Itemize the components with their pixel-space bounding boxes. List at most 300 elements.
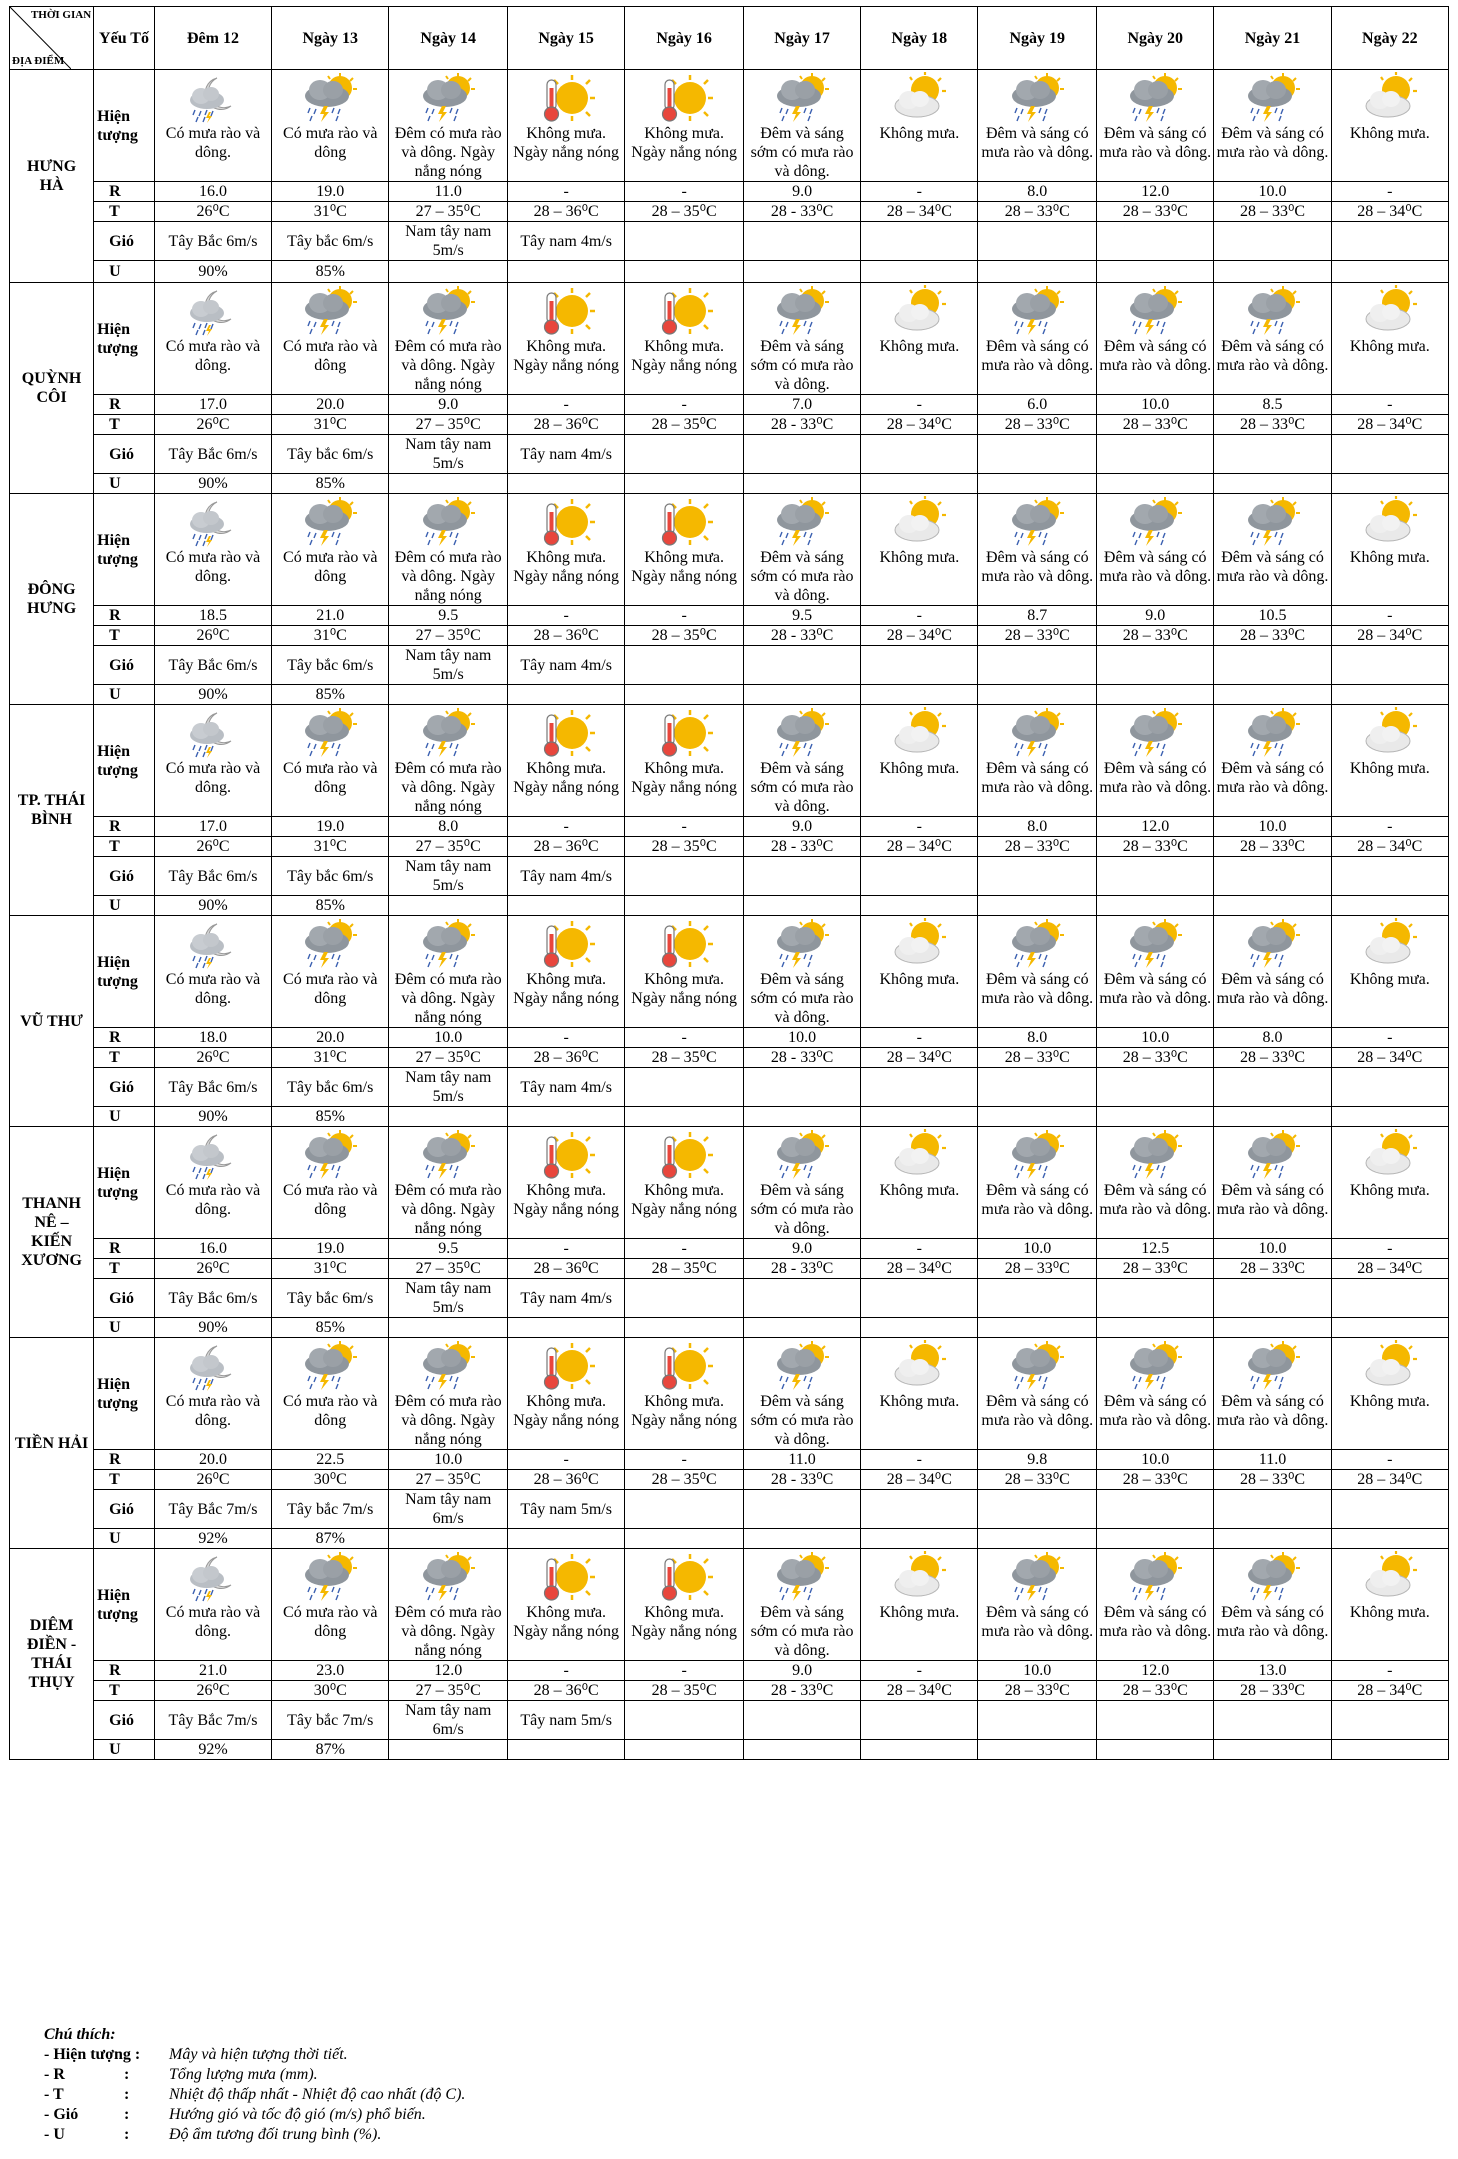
wind-row	[10, 857, 1449, 896]
wind-cell	[978, 222, 1097, 261]
weather-cell	[978, 1338, 1097, 1450]
wind-cell: Nam tây nam 6m/s	[389, 1701, 508, 1740]
temperature-cell: 28 – 34⁰C	[1331, 1048, 1448, 1068]
wind-cell	[978, 1279, 1097, 1318]
weather-cell	[1331, 494, 1448, 606]
humidity-cell	[1331, 474, 1448, 494]
rain-total-cell: 10.0	[743, 1028, 860, 1048]
element-label-r: R	[94, 1239, 155, 1259]
legend-sep: :	[124, 2086, 130, 2103]
humidity-cell	[389, 474, 508, 494]
humidity-cell	[389, 1107, 508, 1127]
weather-cell	[861, 494, 978, 606]
thunderstorm-sun-icon	[772, 918, 832, 970]
thunderstorm-sun-icon	[1243, 1129, 1303, 1181]
humidity-cell	[1331, 1529, 1448, 1549]
weather-description: Đêm và sáng có mưa rào và dông.	[981, 1393, 1094, 1429]
weather-description: Không mưa. Ngày nắng nóng	[513, 549, 620, 585]
element-label-u: U	[94, 685, 155, 705]
hot-sun-thermometer-icon	[654, 1340, 714, 1392]
thunderstorm-sun-icon	[1007, 285, 1067, 337]
rain-total-cell: -	[508, 1028, 625, 1048]
humidity-cell	[1214, 896, 1331, 916]
wind-cell	[1331, 435, 1448, 474]
sun-cloud-icon	[889, 496, 949, 548]
night-rain-icon	[183, 1129, 243, 1181]
rain-total-cell: 9.5	[389, 1239, 508, 1259]
thunderstorm-sun-icon	[300, 72, 360, 124]
humidity-cell	[978, 261, 1097, 283]
humidity-cell	[508, 896, 625, 916]
humidity-cell	[978, 685, 1097, 705]
wind-cell	[743, 1279, 860, 1318]
temperature-cell: 31⁰C	[272, 837, 389, 857]
rain-total-cell: -	[508, 395, 625, 415]
wind-cell	[861, 646, 978, 685]
weather-description: Có mưa rào và dông.	[165, 549, 261, 585]
temperature-cell: 28 – 36⁰C	[508, 1681, 625, 1701]
rain-total-cell: -	[508, 1450, 625, 1470]
wind-cell: Tây bắc 6m/s	[272, 1279, 389, 1318]
temperature-cell: 28 – 34⁰C	[1331, 1470, 1448, 1490]
humidity-row	[10, 1740, 1449, 1760]
humidity-cell	[861, 1740, 978, 1760]
humidity-cell	[861, 896, 978, 916]
legend-item	[44, 2045, 465, 2065]
sun-cloud-icon	[1360, 918, 1420, 970]
weather-cell	[978, 70, 1097, 182]
location-name: DIÊM ĐIỀN - THÁI THỤY	[10, 1549, 94, 1760]
humidity-cell	[1214, 474, 1331, 494]
element-label-hien-tuong: Hiện tượng	[94, 283, 155, 395]
wind-cell: Tây bắc 7m/s	[272, 1701, 389, 1740]
weather-cell	[1331, 1127, 1448, 1239]
weather-cell	[625, 1338, 744, 1450]
weather-cell	[154, 1549, 271, 1661]
rain-total-cell: 12.0	[389, 1661, 508, 1681]
temperature-cell: 28 – 33⁰C	[1097, 1681, 1214, 1701]
weather-row	[10, 494, 1449, 606]
weather-description: Đêm và sáng sớm có mưa rào và dông.	[750, 760, 854, 815]
humidity-cell	[861, 1318, 978, 1338]
weather-description: Không mưa.	[879, 971, 960, 988]
humidity-cell	[978, 1107, 1097, 1127]
weather-cell	[1214, 1127, 1331, 1239]
temperature-cell: 28 – 33⁰C	[1214, 202, 1331, 222]
weather-description: Đêm có mưa rào và dông. Ngày nắng nóng	[394, 1393, 502, 1448]
rain-total-cell: 10.0	[978, 1239, 1097, 1259]
temperature-cell: 28 – 33⁰C	[978, 626, 1097, 646]
wind-cell	[1331, 1279, 1448, 1318]
temperature-cell: 27 – 35⁰C	[389, 415, 508, 435]
rain-total-cell: 18.0	[154, 1028, 271, 1048]
humidity-cell	[743, 261, 860, 283]
rain-total-cell: 22.5	[272, 1450, 389, 1470]
temperature-cell: 28 – 35⁰C	[625, 1681, 744, 1701]
wind-cell	[1214, 222, 1331, 261]
humidity-cell	[1214, 1318, 1331, 1338]
weather-cell	[625, 1127, 744, 1239]
rain-total-row	[10, 1661, 1449, 1681]
temperature-cell: 28 - 33⁰C	[743, 1470, 860, 1490]
humidity-cell	[1214, 261, 1331, 283]
legend-item	[44, 2085, 465, 2105]
thunderstorm-sun-icon	[300, 1551, 360, 1603]
weather-description: Không mưa. Ngày nắng nóng	[631, 1393, 737, 1429]
humidity-cell: 92%	[154, 1740, 271, 1760]
legend-key: - R	[44, 2066, 65, 2083]
header-row	[10, 7, 1449, 70]
wind-row	[10, 1490, 1449, 1529]
temperature-cell: 26⁰C	[154, 202, 271, 222]
weather-description: Đêm và sáng sớm có mưa rào và dông.	[750, 971, 854, 1026]
legend-value: Mây và hiện tượng thời tiết.	[169, 2046, 348, 2063]
thunderstorm-sun-icon	[1243, 496, 1303, 548]
legend-value: Hướng gió và tốc độ gió (m/s) phổ biến.	[169, 2106, 426, 2123]
weather-description: Đêm và sáng có mưa rào và dông.	[1216, 971, 1329, 1007]
weather-cell	[1331, 1338, 1448, 1450]
temperature-cell: 26⁰C	[154, 837, 271, 857]
wind-cell	[1331, 1068, 1448, 1107]
humidity-cell	[625, 261, 744, 283]
wind-cell: Tây nam 4m/s	[508, 435, 625, 474]
weather-cell	[508, 916, 625, 1028]
element-label-t: T	[94, 837, 155, 857]
temperature-cell: 28 – 33⁰C	[978, 1470, 1097, 1490]
thunderstorm-sun-icon	[772, 707, 832, 759]
weather-cell	[1214, 1338, 1331, 1450]
hot-sun-thermometer-icon	[654, 1129, 714, 1181]
thunderstorm-sun-icon	[300, 707, 360, 759]
temperature-cell: 28 – 34⁰C	[861, 202, 978, 222]
temperature-cell: 28 – 34⁰C	[861, 1681, 978, 1701]
weather-cell	[272, 705, 389, 817]
sun-cloud-icon	[1360, 1551, 1420, 1603]
element-label-hien-tuong: Hiện tượng	[94, 1127, 155, 1239]
element-label-gio: Gió	[94, 1279, 155, 1318]
temperature-cell: 31⁰C	[272, 415, 389, 435]
humidity-cell	[743, 1318, 860, 1338]
thunderstorm-sun-icon	[418, 1340, 478, 1392]
weather-description: Đêm và sáng có mưa rào và dông.	[1216, 760, 1329, 796]
temperature-cell: 30⁰C	[272, 1470, 389, 1490]
weather-cell	[389, 1549, 508, 1661]
weather-cell	[1214, 283, 1331, 395]
temperature-cell: 27 – 35⁰C	[389, 837, 508, 857]
weather-cell	[978, 916, 1097, 1028]
humidity-cell: 90%	[154, 1107, 271, 1127]
rain-total-cell: 19.0	[272, 1239, 389, 1259]
wind-cell: Tây Bắc 6m/s	[154, 857, 271, 896]
thunderstorm-sun-icon	[418, 1129, 478, 1181]
temperature-cell: 28 – 34⁰C	[1331, 415, 1448, 435]
rain-total-cell: 8.0	[978, 182, 1097, 202]
legend-key: - U	[44, 2126, 65, 2143]
wind-cell	[861, 222, 978, 261]
weather-description: Có mưa rào và dông.	[165, 338, 261, 374]
humidity-cell	[389, 261, 508, 283]
rain-total-cell: 10.0	[1214, 1239, 1331, 1259]
wind-cell: Tây Bắc 6m/s	[154, 1068, 271, 1107]
humidity-cell	[978, 474, 1097, 494]
thunderstorm-sun-icon	[418, 1551, 478, 1603]
weather-description: Không mưa.	[879, 125, 960, 142]
element-label-t: T	[94, 1048, 155, 1068]
temperature-cell: 28 – 35⁰C	[625, 1048, 744, 1068]
sun-cloud-icon	[1360, 496, 1420, 548]
wind-row	[10, 646, 1449, 685]
rain-total-cell: -	[1331, 395, 1448, 415]
weather-cell	[272, 916, 389, 1028]
element-label-gio: Gió	[94, 1490, 155, 1529]
weather-cell	[625, 1549, 744, 1661]
wind-cell: Tây nam 5m/s	[508, 1490, 625, 1529]
legend	[44, 2025, 465, 2145]
temperature-cell: 28 – 34⁰C	[861, 837, 978, 857]
weather-description: Đêm và sáng sớm có mưa rào và dông.	[750, 1604, 854, 1659]
weather-description: Đêm và sáng có mưa rào và dông.	[981, 971, 1094, 1007]
rain-total-cell: -	[1331, 817, 1448, 837]
humidity-cell	[625, 474, 744, 494]
temperature-cell: 27 – 35⁰C	[389, 1048, 508, 1068]
humidity-cell	[861, 1529, 978, 1549]
rain-total-cell: -	[508, 1661, 625, 1681]
rain-total-cell: 17.0	[154, 395, 271, 415]
weather-cell	[978, 1127, 1097, 1239]
weather-cell	[389, 283, 508, 395]
weather-description: Đêm và sáng có mưa rào và dông.	[981, 338, 1094, 374]
weather-description: Không mưa.	[1349, 125, 1430, 142]
humidity-cell	[389, 1740, 508, 1760]
wind-cell	[978, 857, 1097, 896]
temperature-cell: 27 – 35⁰C	[389, 1470, 508, 1490]
wind-cell	[743, 222, 860, 261]
rain-total-row	[10, 1028, 1449, 1048]
thunderstorm-sun-icon	[300, 1129, 360, 1181]
weather-description: Không mưa.	[879, 1182, 960, 1199]
location-name: THANH NÊ – KIẾN XƯƠNG	[10, 1127, 94, 1338]
temperature-row	[10, 1470, 1449, 1490]
humidity-row	[10, 1107, 1449, 1127]
humidity-row	[10, 1318, 1449, 1338]
element-label-hien-tuong: Hiện tượng	[94, 916, 155, 1028]
thunderstorm-sun-icon	[1007, 707, 1067, 759]
weather-description: Có mưa rào và dông	[283, 1393, 378, 1429]
rain-total-cell: 10.0	[1097, 1028, 1214, 1048]
humidity-cell	[743, 1529, 860, 1549]
wind-cell	[743, 1701, 860, 1740]
weather-description: Không mưa.	[1349, 1604, 1430, 1621]
weather-cell	[625, 70, 744, 182]
rain-total-cell: -	[1331, 606, 1448, 626]
wind-cell	[1097, 222, 1214, 261]
corner-time-label: THỜI GIAN	[30, 9, 92, 21]
temperature-cell: 31⁰C	[272, 202, 389, 222]
thunderstorm-sun-icon	[418, 918, 478, 970]
element-label-hien-tuong: Hiện tượng	[94, 1338, 155, 1450]
rain-total-cell: 16.0	[154, 1239, 271, 1259]
rain-total-cell: 9.0	[389, 395, 508, 415]
element-label-hien-tuong: Hiện tượng	[94, 1549, 155, 1661]
humidity-cell	[743, 896, 860, 916]
temperature-cell: 28 – 35⁰C	[625, 837, 744, 857]
wind-cell: Tây Bắc 6m/s	[154, 1279, 271, 1318]
weather-cell	[154, 70, 271, 182]
element-label-r: R	[94, 817, 155, 837]
temperature-cell: 28 – 33⁰C	[978, 1681, 1097, 1701]
temperature-cell: 28 - 33⁰C	[743, 837, 860, 857]
thunderstorm-sun-icon	[1125, 918, 1185, 970]
humidity-row	[10, 896, 1449, 916]
wind-cell	[1214, 646, 1331, 685]
rain-total-row	[10, 1239, 1449, 1259]
weather-description: Không mưa.	[879, 1604, 960, 1621]
wind-cell: Nam tây nam 5m/s	[389, 435, 508, 474]
legend-key: - T	[44, 2086, 64, 2103]
day-header: Ngày 19	[978, 7, 1097, 70]
temperature-cell: 28 – 33⁰C	[978, 837, 1097, 857]
humidity-cell	[508, 685, 625, 705]
element-column-header: Yếu Tố	[94, 7, 155, 70]
rain-total-cell: 10.0	[978, 1661, 1097, 1681]
weather-description: Có mưa rào và dông.	[165, 1604, 261, 1640]
weather-description: Đêm và sáng có mưa rào và dông.	[1216, 338, 1329, 374]
weather-description: Có mưa rào và dông	[283, 760, 378, 796]
weather-description: Không mưa.	[1349, 1182, 1430, 1199]
weather-cell	[1214, 494, 1331, 606]
weather-description: Đêm và sáng có mưa rào và dông.	[1099, 1393, 1212, 1429]
wind-cell	[1331, 222, 1448, 261]
weather-description: Không mưa.	[879, 338, 960, 355]
rain-total-cell: -	[1331, 1661, 1448, 1681]
temperature-cell: 28 - 33⁰C	[743, 202, 860, 222]
humidity-cell	[1214, 1740, 1331, 1760]
wind-cell: Tây bắc 6m/s	[272, 857, 389, 896]
weather-cell	[1097, 916, 1214, 1028]
element-label-r: R	[94, 182, 155, 202]
rain-total-cell: -	[625, 606, 744, 626]
wind-cell: Tây bắc 7m/s	[272, 1490, 389, 1529]
humidity-cell	[743, 1740, 860, 1760]
humidity-cell	[861, 474, 978, 494]
weather-cell	[389, 70, 508, 182]
rain-total-cell: -	[625, 182, 744, 202]
thunderstorm-sun-icon	[772, 1340, 832, 1392]
day-header: Ngày 22	[1331, 7, 1448, 70]
sun-cloud-icon	[1360, 1340, 1420, 1392]
element-label-gio: Gió	[94, 1068, 155, 1107]
humidity-cell	[861, 685, 978, 705]
weather-description: Đêm và sáng có mưa rào và dông.	[1099, 760, 1212, 796]
wind-cell	[1331, 1701, 1448, 1740]
weather-description: Không mưa.	[879, 1393, 960, 1410]
night-rain-icon	[183, 1340, 243, 1392]
humidity-cell	[1097, 1529, 1214, 1549]
temperature-cell: 28 - 33⁰C	[743, 415, 860, 435]
rain-total-cell: -	[625, 1661, 744, 1681]
weather-description: Không mưa.	[879, 549, 960, 566]
night-rain-icon	[183, 72, 243, 124]
humidity-cell: 85%	[272, 1318, 389, 1338]
thunderstorm-sun-icon	[1125, 1551, 1185, 1603]
sun-cloud-icon	[889, 1129, 949, 1181]
temperature-cell: 31⁰C	[272, 1048, 389, 1068]
rain-total-cell: 21.0	[272, 606, 389, 626]
day-header: Ngày 16	[625, 7, 744, 70]
weather-cell	[978, 494, 1097, 606]
wind-row	[10, 435, 1449, 474]
wind-cell	[743, 435, 860, 474]
weather-description: Đêm và sáng có mưa rào và dông.	[981, 1182, 1094, 1218]
thunderstorm-sun-icon	[772, 496, 832, 548]
weather-description: Không mưa.	[1349, 549, 1430, 566]
humidity-cell	[1097, 261, 1214, 283]
rain-total-cell: 9.0	[743, 182, 860, 202]
humidity-cell: 90%	[154, 685, 271, 705]
weather-description: Đêm có mưa rào và dông. Ngày nắng nóng	[394, 549, 502, 604]
wind-cell	[1331, 1490, 1448, 1529]
wind-cell	[1331, 646, 1448, 685]
humidity-cell	[508, 261, 625, 283]
weather-description: Không mưa.	[1349, 971, 1430, 988]
wind-cell	[978, 435, 1097, 474]
weather-cell	[861, 1338, 978, 1450]
weather-description: Đêm và sáng có mưa rào và dông.	[1099, 1182, 1212, 1218]
temperature-cell: 28 – 35⁰C	[625, 1470, 744, 1490]
sun-cloud-icon	[1360, 1129, 1420, 1181]
weather-cell	[154, 916, 271, 1028]
humidity-cell	[1214, 1107, 1331, 1127]
sun-cloud-icon	[1360, 72, 1420, 124]
rain-total-cell: 9.0	[743, 1239, 860, 1259]
weather-description: Không mưa.	[1349, 760, 1430, 777]
temperature-cell: 28 – 33⁰C	[978, 415, 1097, 435]
humidity-cell	[625, 1318, 744, 1338]
element-label-t: T	[94, 202, 155, 222]
rain-total-cell: 8.0	[1214, 1028, 1331, 1048]
temperature-cell: 28 – 33⁰C	[1214, 415, 1331, 435]
rain-total-cell: 9.5	[389, 606, 508, 626]
element-label-hien-tuong: Hiện tượng	[94, 705, 155, 817]
hot-sun-thermometer-icon	[536, 496, 596, 548]
hot-sun-thermometer-icon	[536, 707, 596, 759]
rain-total-cell: 12.0	[1097, 817, 1214, 837]
temperature-cell: 28 – 34⁰C	[1331, 1681, 1448, 1701]
humidity-cell: 85%	[272, 896, 389, 916]
temperature-cell: 26⁰C	[154, 1259, 271, 1279]
temperature-cell: 31⁰C	[272, 1259, 389, 1279]
rain-total-cell: -	[508, 182, 625, 202]
element-label-gio: Gió	[94, 1701, 155, 1740]
rain-total-cell: 12.0	[1097, 1661, 1214, 1681]
weather-row	[10, 70, 1449, 182]
wind-cell: Tây Bắc 6m/s	[154, 435, 271, 474]
night-rain-icon	[183, 918, 243, 970]
element-label-gio: Gió	[94, 857, 155, 896]
rain-total-cell: -	[861, 1661, 978, 1681]
weather-row	[10, 916, 1449, 1028]
temperature-cell: 26⁰C	[154, 1681, 271, 1701]
temperature-cell: 28 – 34⁰C	[861, 626, 978, 646]
location-name: ĐÔNG HƯNG	[10, 494, 94, 705]
temperature-cell: 27 – 35⁰C	[389, 626, 508, 646]
wind-cell: Tây Bắc 7m/s	[154, 1490, 271, 1529]
rain-total-cell: -	[508, 606, 625, 626]
rain-total-cell: 8.0	[389, 817, 508, 837]
weather-row	[10, 705, 1449, 817]
weather-description: Không mưa.	[1349, 1393, 1430, 1410]
legend-value: Độ ẩm tương đối trung bình (%).	[169, 2126, 382, 2143]
